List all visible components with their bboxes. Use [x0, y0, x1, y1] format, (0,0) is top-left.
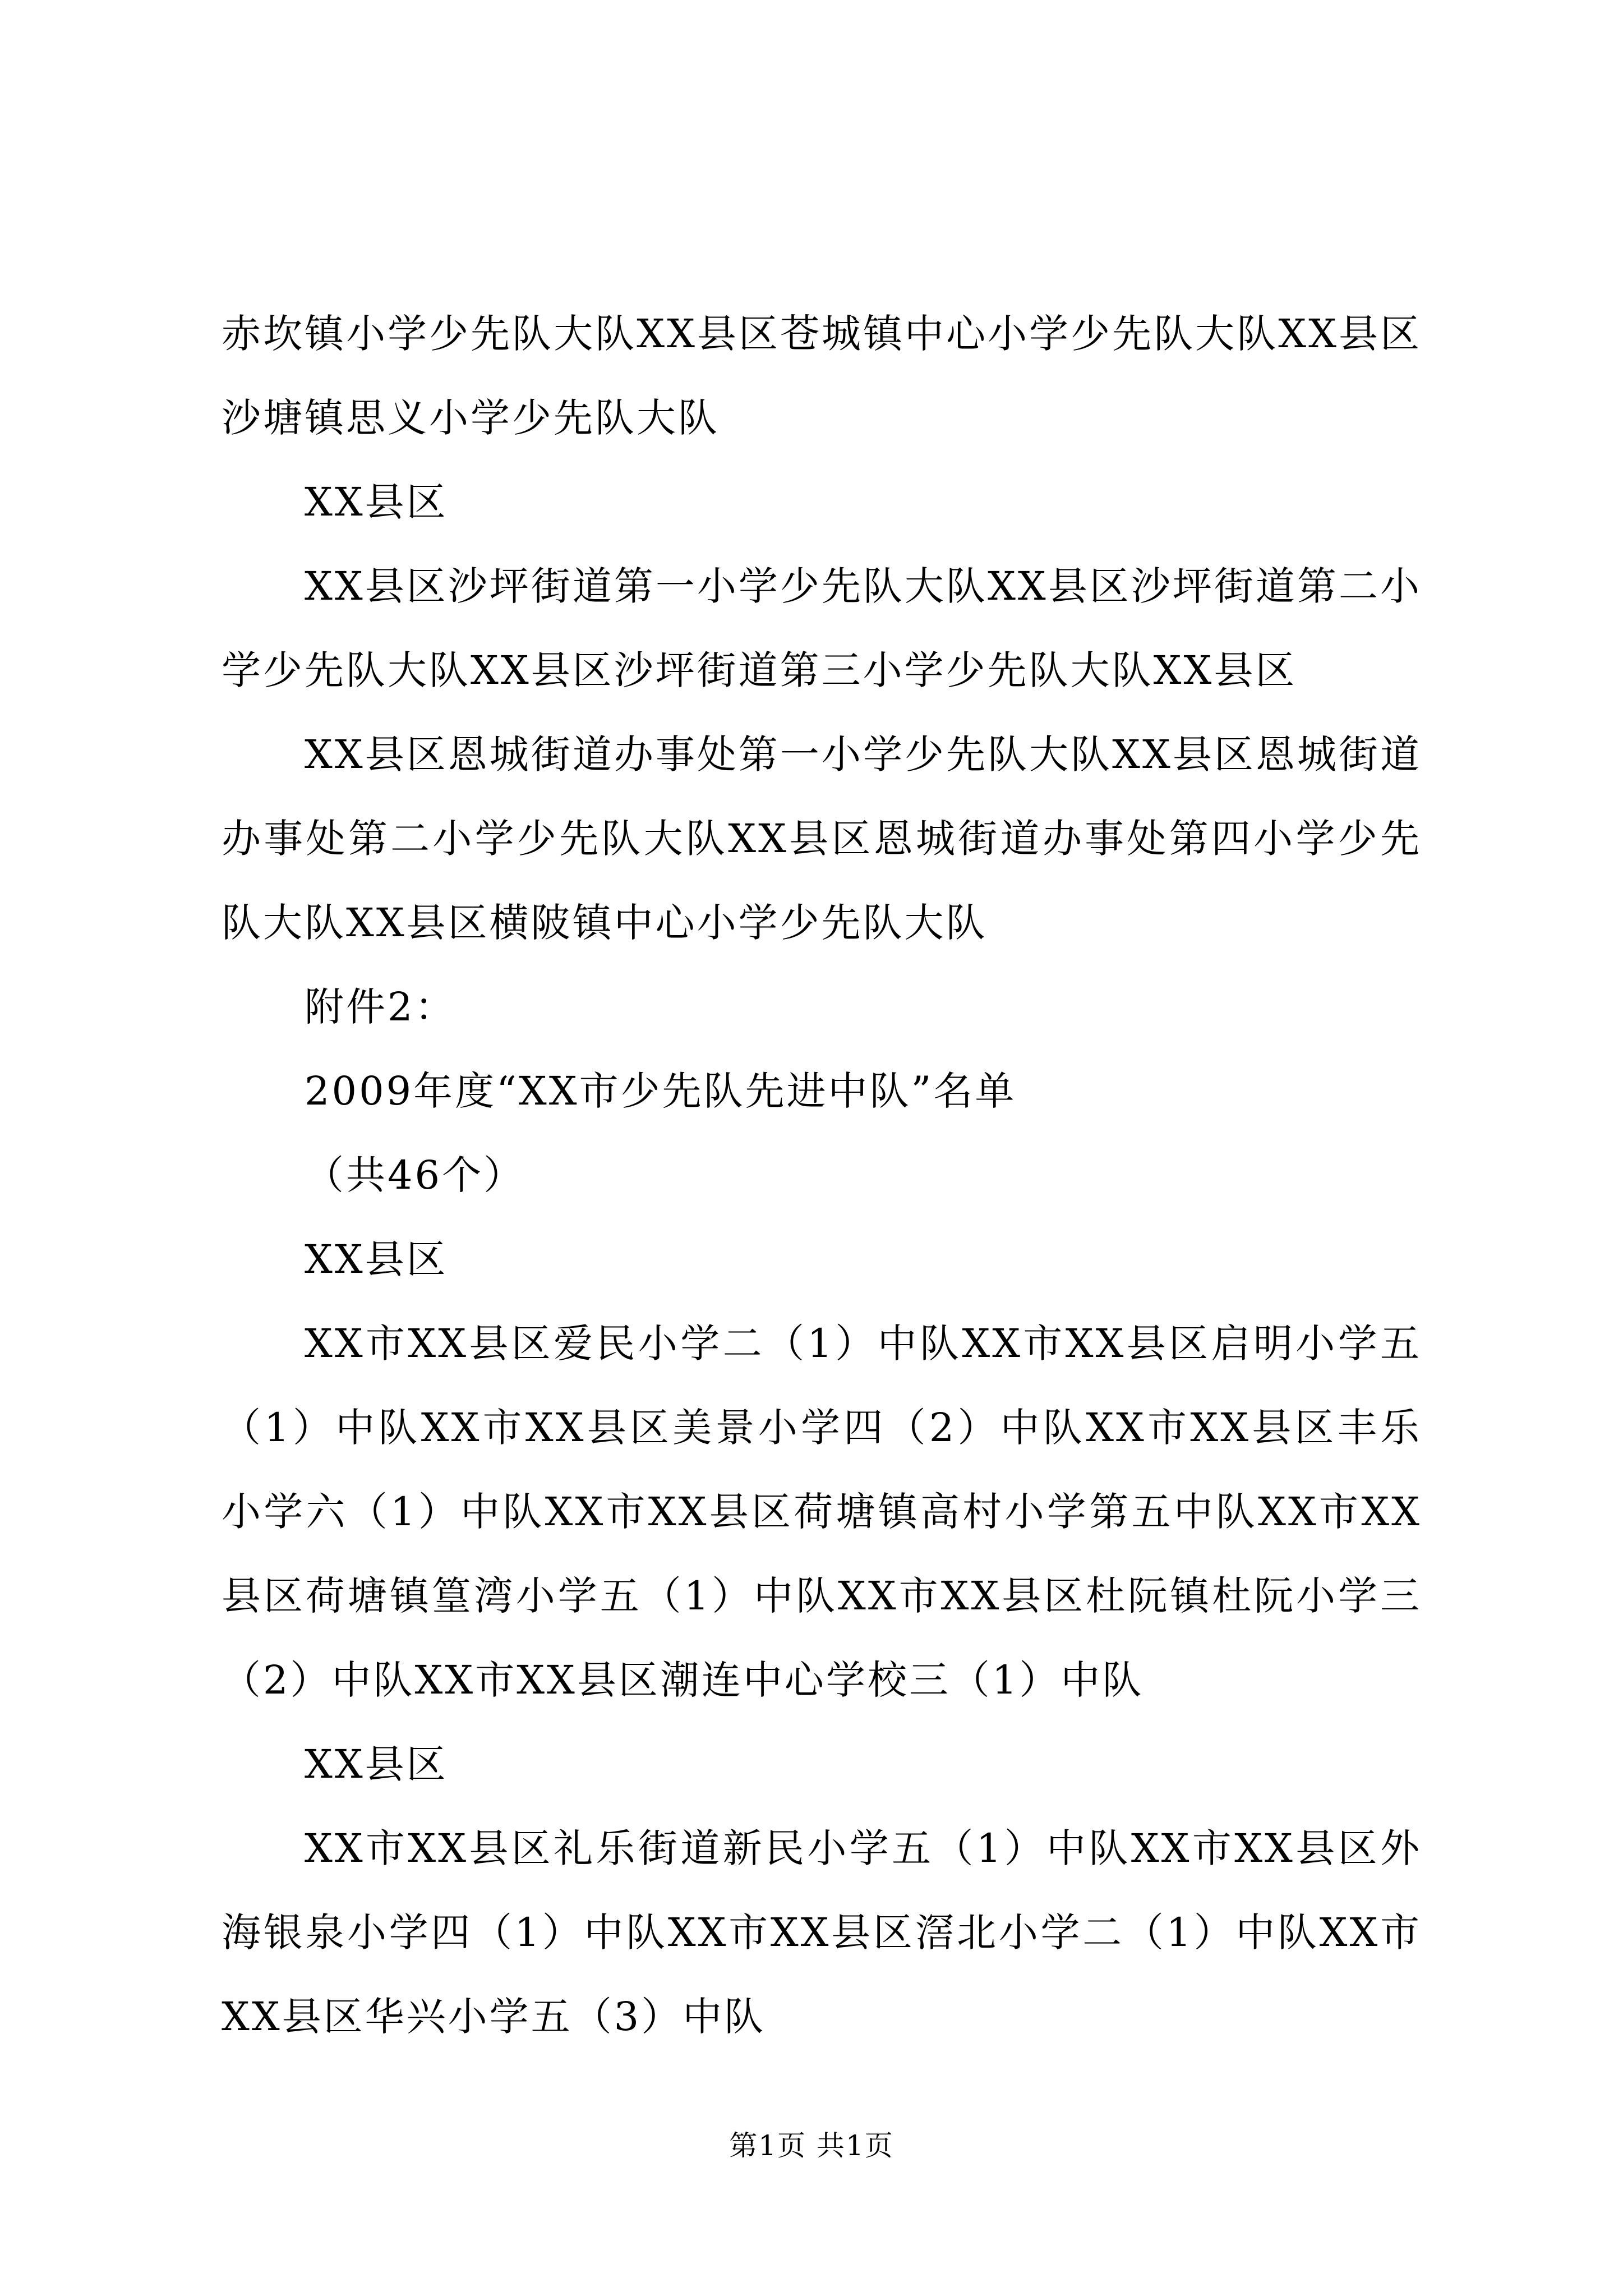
paragraph: XX县区恩城街道办事处第一小学少先队大队XX县区恩城街道办事处第二小学少先队大队XX县区恩城街道办事处第四小学少先队大队XX县区横陂镇中心小学少先队大队	[222, 731, 1422, 946]
paragraph: XX县区	[305, 479, 448, 525]
paragraph: XX县区	[305, 1741, 448, 1787]
paragraph: （共46个）	[305, 1152, 525, 1198]
paragraph: 附件2：	[305, 984, 457, 1030]
paragraph: XX县区	[305, 1236, 448, 1282]
paragraph: XX市XX县区爱民小学二（1）中队XX市XX县区启明小学五（1）中队XX市XX县区美景小学四（2）中队XX市XX县区丰乐小学六（1）中队XX市XX县区荷塘镇高村小学第五中队XX市XX县区荷塘镇篁湾小学五（1）中队XX市XX县区杜阮镇杜阮小学三（2）中队XX市XX县区潮连中心学校三（1）中队	[222, 1320, 1422, 1703]
paragraph: 赤坎镇小学少先队大队XX县区苍城镇中心小学少先队大队XX县区沙塘镇思义小学少先队大队	[222, 311, 1422, 441]
paragraph: 2009年度“XX市少先队先进中队”名单	[305, 1068, 1017, 1114]
paragraph: XX县区沙坪街道第一小学少先队大队XX县区沙坪街道第二小学少先队大队XX县区沙坪街道第三小学少先队大队XX县区	[222, 563, 1422, 693]
paragraph: XX市XX县区礼乐街道新民小学五（1）中队XX市XX县区外海银泉小学四（1）中队XX市XX县区滘北小学二（1）中队XX市XX县区华兴小学五（3）中队	[222, 1825, 1422, 2040]
page-footer: 第1页 共1页	[729, 2129, 894, 2162]
document-body	[222, 292, 1422, 2059]
